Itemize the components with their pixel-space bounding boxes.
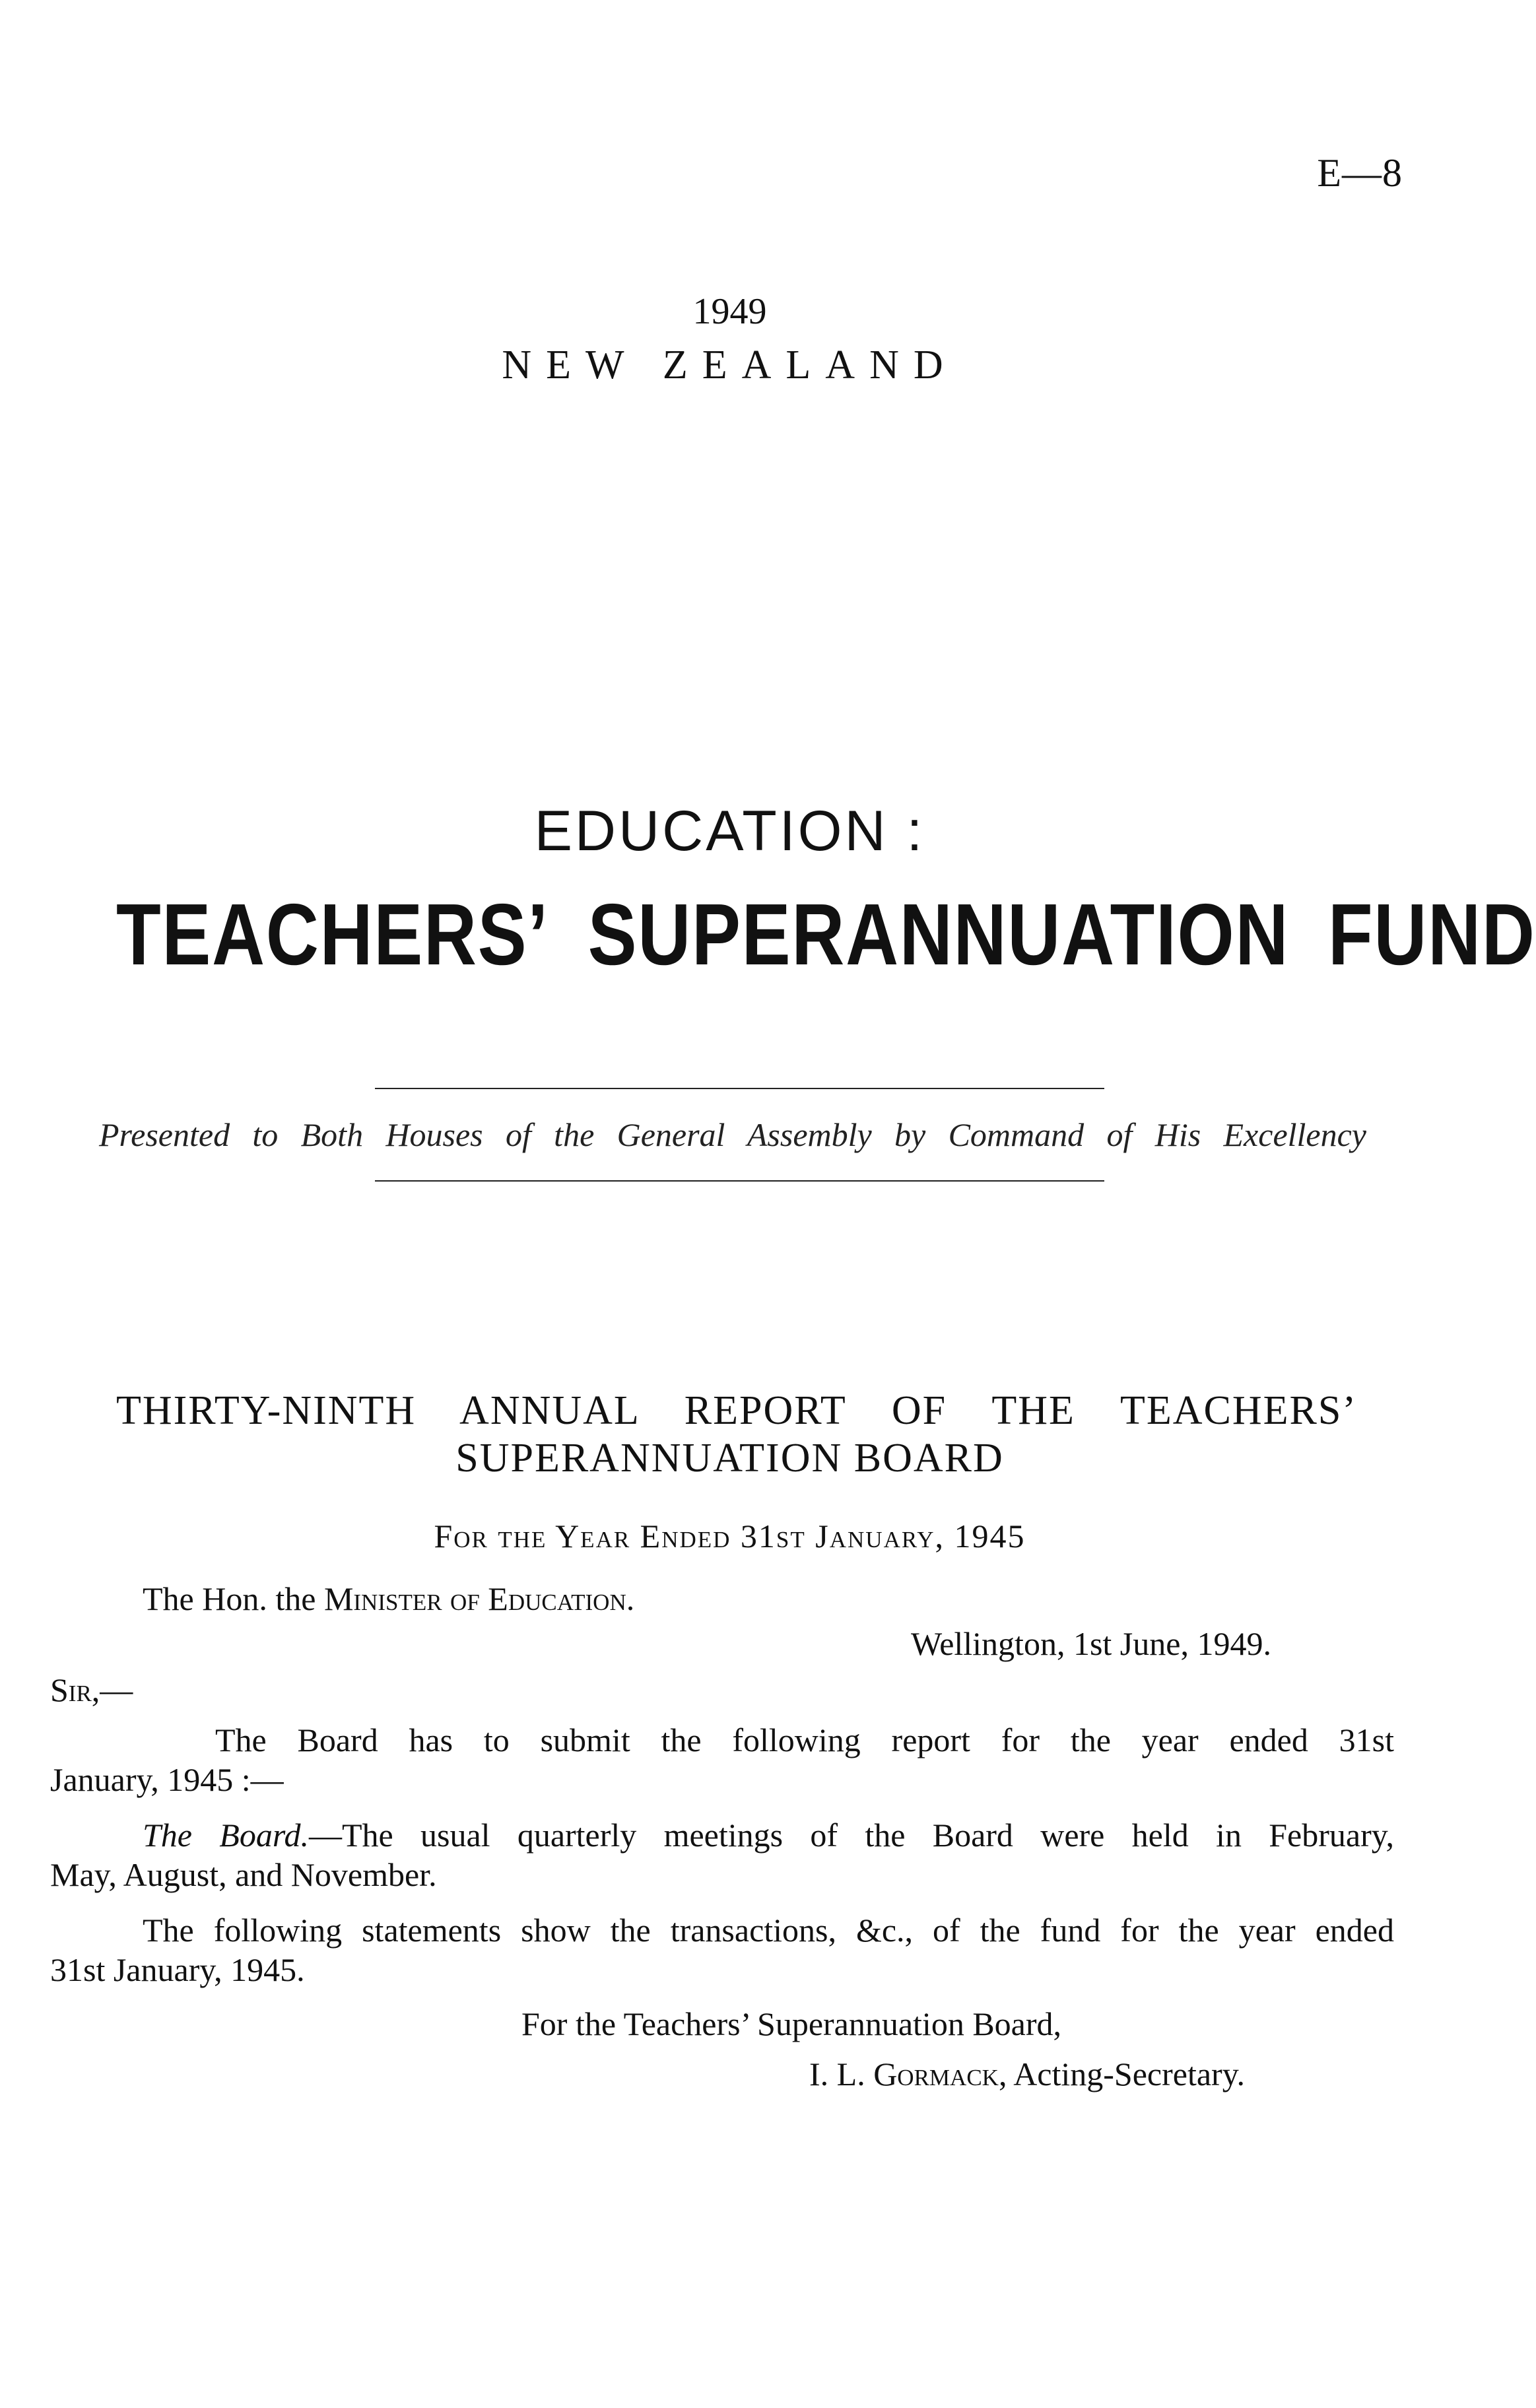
signatory-title: , Acting-Secretary. xyxy=(998,2056,1245,2092)
document-title xyxy=(116,885,1536,984)
report-title-line2: SUPERANNUATION BOARD xyxy=(455,1436,1004,1481)
presented-line: Presented to Both Houses of the General Assembly by Command of His Excellency xyxy=(99,1116,1366,1153)
paragraph-3-line-2: 31st January, 1945. xyxy=(50,1951,305,1988)
paragraph-2-heading: The Board. xyxy=(143,1817,309,1854)
addressee xyxy=(143,1579,634,1619)
addressee-prefix: The Hon. the xyxy=(143,1580,324,1617)
title-word-2: SUPERANNUATION xyxy=(587,886,1290,983)
publication-year: 1949 xyxy=(692,291,767,332)
paragraph-1-line-2: January, 1945 :— xyxy=(50,1761,284,1798)
country-heading: NEW ZEALAND xyxy=(502,343,958,387)
rule-bottom xyxy=(375,1180,1104,1182)
paragraph-2-line-2: May, August, and November. xyxy=(50,1856,437,1893)
signature-line xyxy=(809,2054,1245,2094)
signatory-name: Gormack xyxy=(873,2056,999,2092)
place-date: Wellington, 1st June, 1949. xyxy=(911,1625,1271,1662)
paragraph-2-text: —The usual quarterly meetings of the Board were held in February, xyxy=(308,1817,1394,1854)
title-word-1: TEACHERS’ xyxy=(116,886,549,983)
paragraph-1-line-1: The Board has to submit the following report for the year ended 31st xyxy=(215,1722,1394,1758)
addressee-name: Minister of Education. xyxy=(323,1580,635,1617)
signatory-initials: I. L. xyxy=(809,2056,874,2092)
title-word-3: FUND xyxy=(1327,886,1536,983)
report-period: For the Year Ended 31st January, 1945 xyxy=(434,1518,1026,1555)
rule-top xyxy=(375,1088,1104,1089)
section-heading: EDUCATION : xyxy=(534,799,925,863)
paragraph-2-line-1 xyxy=(143,1815,1394,1855)
closing-line: For the Teachers’ Superannuation Board, xyxy=(521,2005,1062,2042)
page-code: E—8 xyxy=(1317,151,1403,195)
report-title-line1: THIRTY-NINTH ANNUAL REPORT OF THE TEACHERS’ xyxy=(116,1388,1357,1433)
salutation: Sir,— xyxy=(50,1671,133,1708)
paragraph-3-line-1: The following statements show the transactions, &c., of the fund for the year ended xyxy=(143,1912,1394,1949)
